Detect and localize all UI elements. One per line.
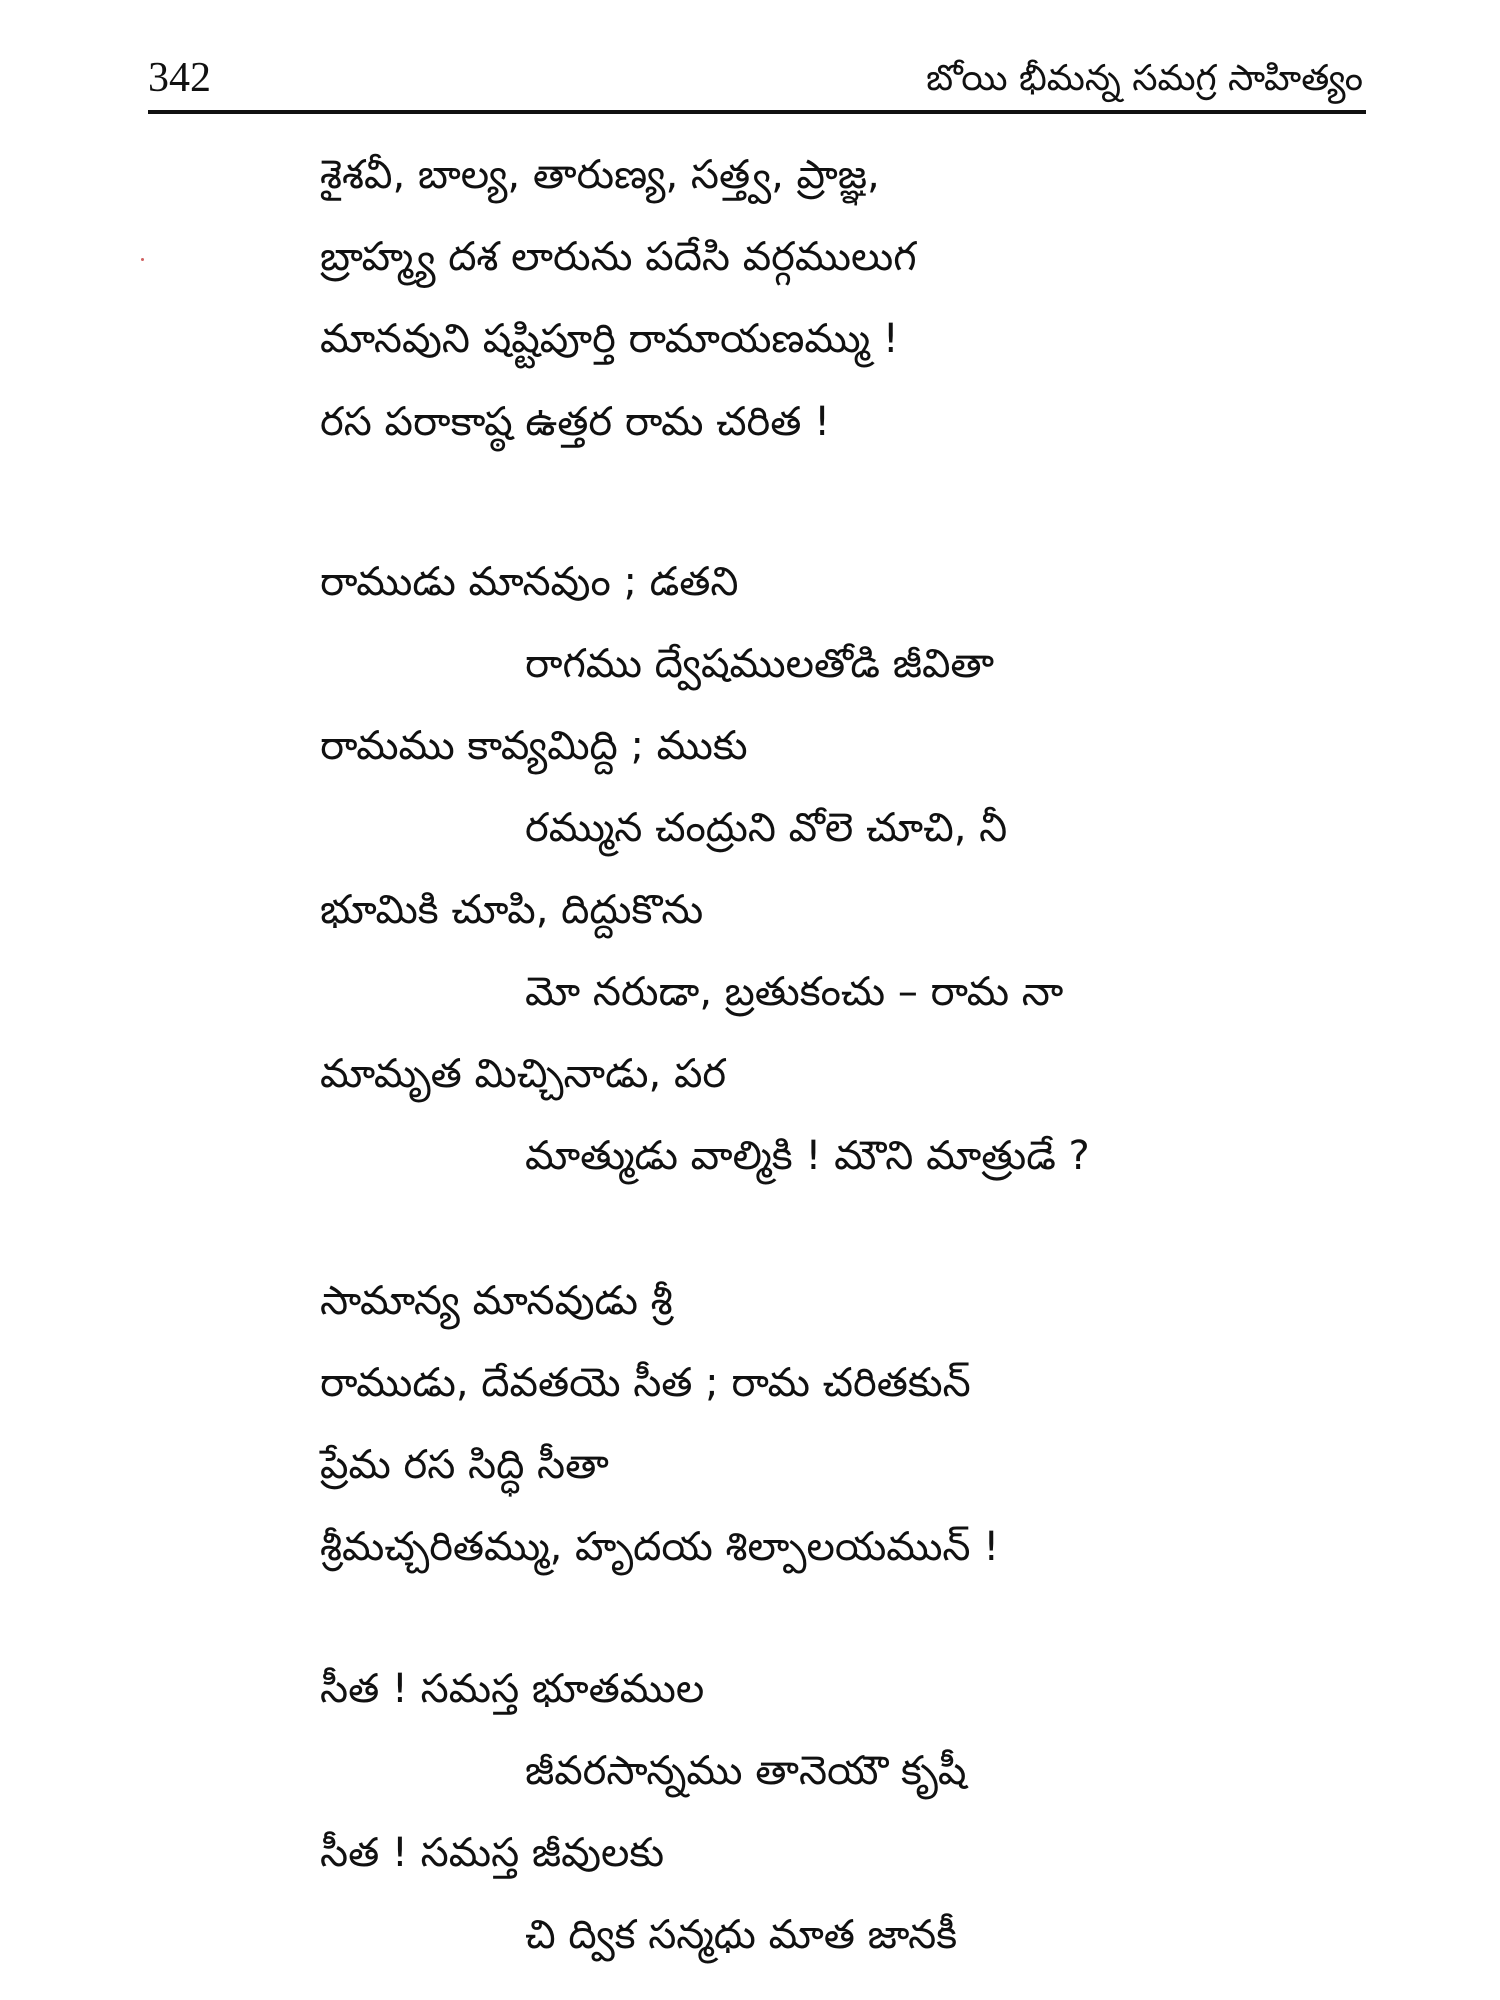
- poem-body: [320, 0, 1320, 2000]
- verse-line-indented: చి ద్విక సన్మధు మాత జానకీ: [525, 1912, 958, 1958]
- verse-line: శైశవీ, బాల్య, తారుణ్య, సత్త్వ, ప్రాజ్ఞ,: [320, 152, 880, 198]
- verse-line: మానవుని షష్టిపూర్తి రామాయణమ్ము !: [320, 316, 899, 362]
- verse-line: భూమికి చూపి, దిద్దుకొను: [320, 887, 704, 933]
- page-number: 342: [148, 55, 211, 101]
- verse-line: సీత ! సమస్త జీవులకు: [320, 1830, 665, 1876]
- verse-line: రస పరాకాష్ఠ ఉత్తర రామ చరిత !: [320, 399, 831, 445]
- verse-line: బ్రాహ్మ్య దశ లారును పదేసి వర్గములుగ: [320, 234, 917, 280]
- print-speck: [141, 258, 144, 261]
- verse-line: రాముడు, దేవతయె సీత ; రామ చరితకున్: [320, 1360, 971, 1406]
- verse-line: సామాన్య మానవుడు శ్రీ: [320, 1278, 673, 1324]
- verse-line: శ్రీమచ్చరితమ్ము, హృదయ శిల్పాలయమున్ !: [320, 1524, 1000, 1570]
- verse-line-indented: మో నరుడా, బ్రతుకంచు – రామ నా: [525, 969, 1064, 1015]
- verse-line-indented: జీవరసాన్నము తానెయౌ కృషీ: [525, 1748, 967, 1794]
- verse-line: రాముడు మానవుం ; డతని: [320, 559, 739, 605]
- verse-line: ప్రేమ రస సిద్ధి సీతా: [320, 1442, 609, 1488]
- verse-line-indented: మాత్ముడు వాల్మికి ! మౌని మాత్రుడే ?: [525, 1133, 1090, 1179]
- running-title: బోయి భీమన్న సమగ్ర సాహిత్యం: [926, 58, 1363, 99]
- verse-line: రామము కావ్యమిద్ది ; ముకు: [320, 723, 748, 769]
- verse-line: మామృత మిచ్చినాడు, పర: [320, 1051, 727, 1097]
- verse-line-indented: రాగము ద్వేషములతోడి జీవితా: [525, 641, 995, 687]
- verse-line-indented: రమ్మున చంద్రుని వోలె చూచి, నీ: [525, 805, 1008, 851]
- verse-line: సీత ! సమస్త భూతముల: [320, 1666, 705, 1712]
